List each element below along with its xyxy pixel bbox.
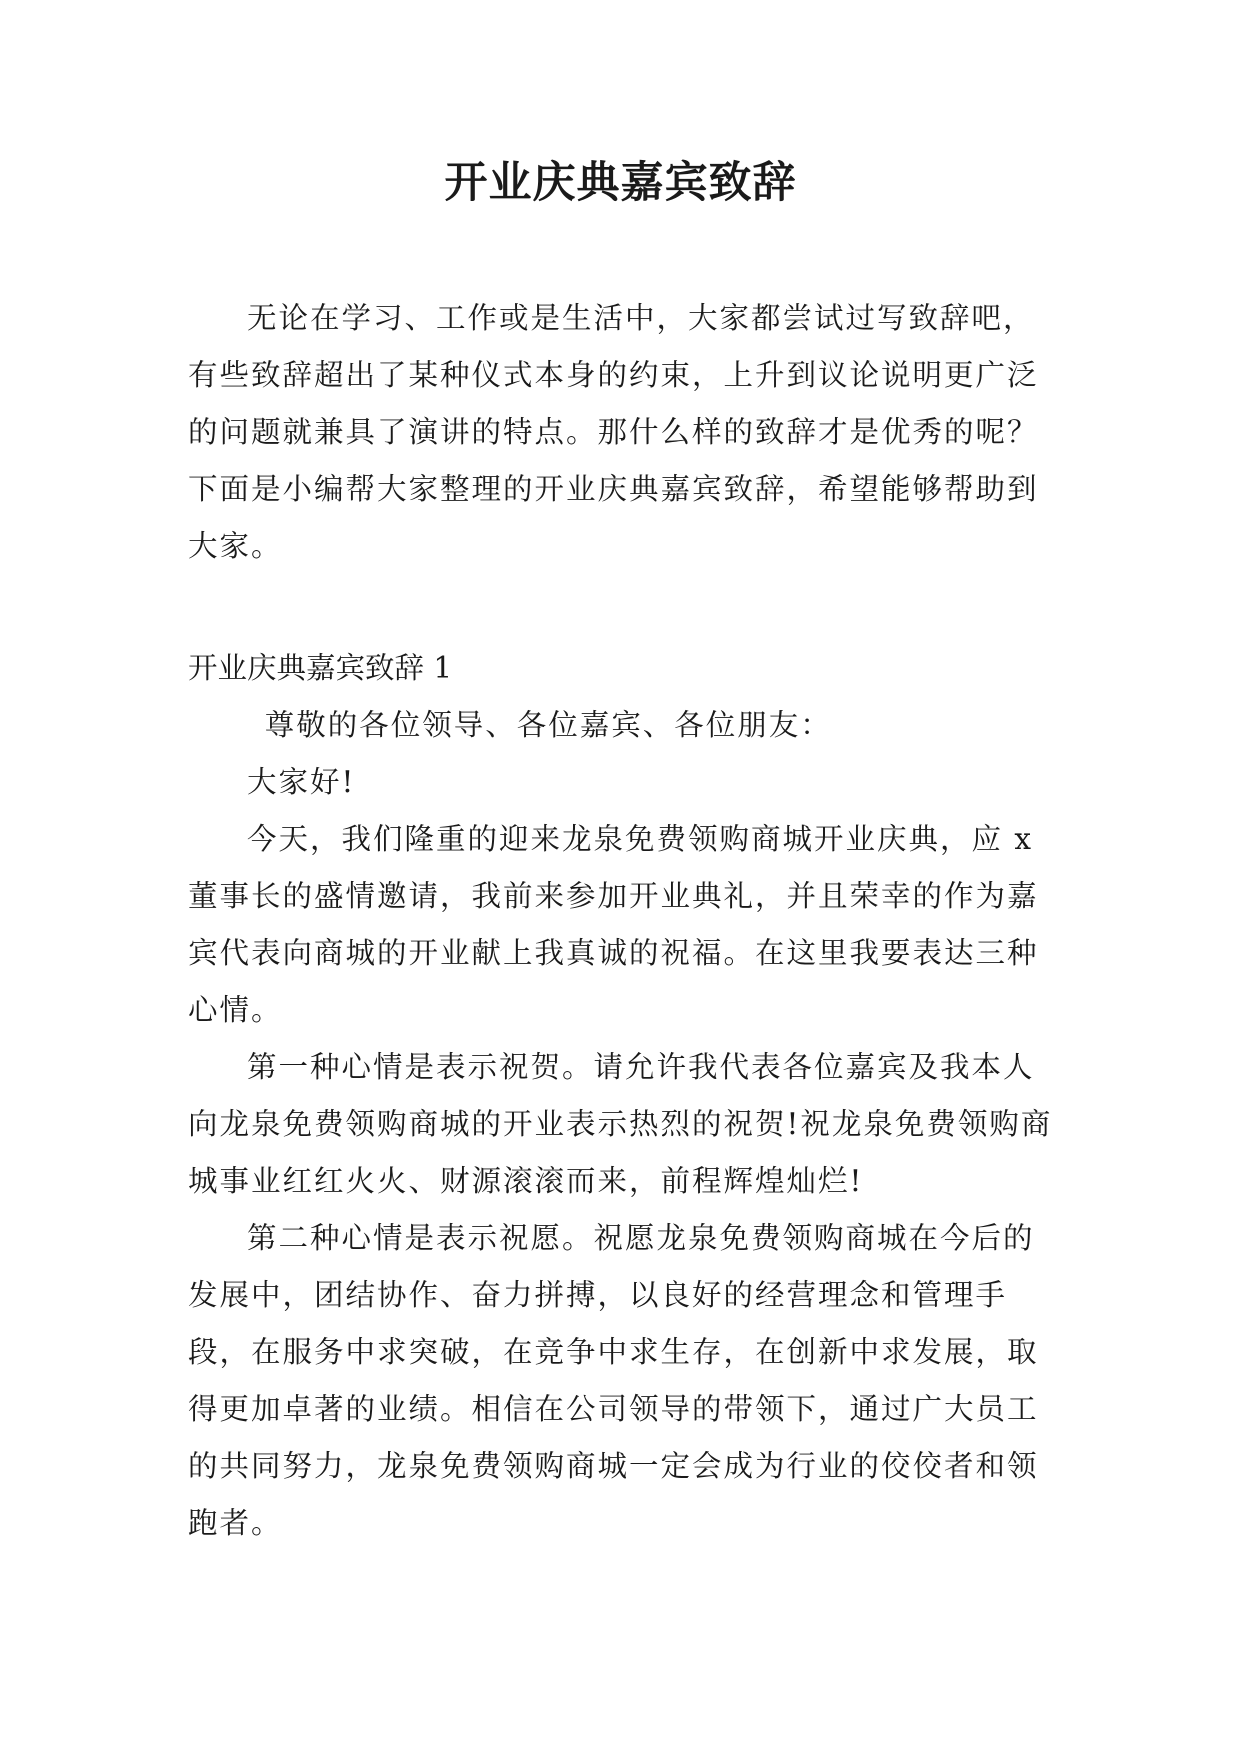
speech-content — [188, 697, 1056, 1552]
salutation: 尊敬的各位领导、各位嘉宾、各位朋友： — [264, 708, 832, 742]
document-title: 开业庆典嘉宾致辞 — [444, 158, 797, 208]
intro-paragraph: 无论在学习、工作或是生活中，大家都尝试过写致辞吧，有些致辞超出了某种仪式本身的约束，上升到议论说明更广泛的问题就兼具了演讲的特点。那什么样的致辞才是优秀的呢？下面是小编帮大家整理的开业庆典嘉宾致辞，希望能够帮助到大家。 — [188, 301, 1039, 563]
paragraph: 第一种心情是表示祝贺。请允许我代表各位嘉宾及我本人向龙泉免费领购商城的开业表示热烈的祝贺!祝龙泉免费领购商城事业红红火火、财源滚滚而来，前程辉煌灿烂! — [188, 1050, 1053, 1198]
greeting: 大家好! — [247, 765, 356, 799]
paragraph: 今天，我们隆重的迎来龙泉免费领购商城开业庆典，应 x 董事长的盛情邀请，我前来参加开业典礼，并且荣幸的作为嘉宾代表向商城的开业献上我真诚的祝福。在这里我要表达三种心情。 — [188, 822, 1039, 1027]
paragraph: 第二种心情是表示祝愿。祝愿龙泉免费领购商城在今后的发展中，团结协作、奋力拼搏，以良好的经营理念和管理手段，在服务中求突破，在竞争中求生存，在创新中求发展，取得更加卓著的业绩。相信在公司领导的带领下，通过广大员工的共同努力，龙泉免费领购商城一定会成为行业的佼佼者和领跑者。 — [188, 1221, 1039, 1540]
section-title: 开业庆典嘉宾致辞 1 — [188, 651, 453, 685]
